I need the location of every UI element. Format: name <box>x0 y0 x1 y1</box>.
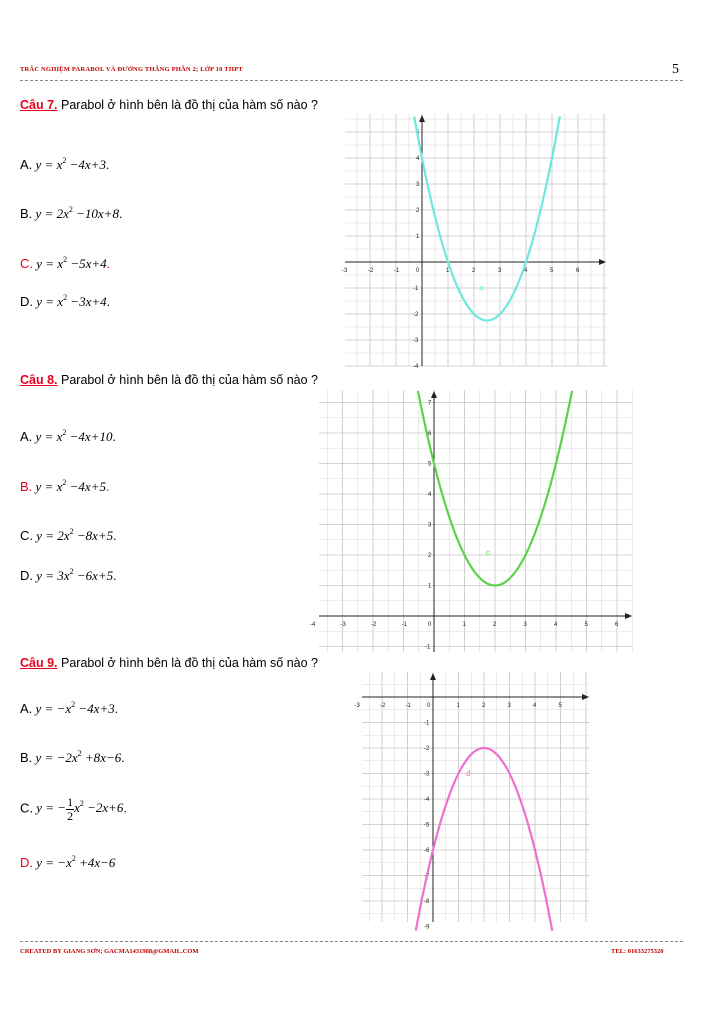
y-axis-arrow <box>419 115 425 122</box>
q9-option-d[interactable]: D. $y = -x^2 +4x-6$ <box>20 854 116 870</box>
x-tick-label: 2 <box>482 703 486 709</box>
y-tick-label: -1 <box>425 644 431 651</box>
y-tick-label: 3 <box>416 182 420 188</box>
y-tick-label: -1 <box>413 286 419 292</box>
q8-option-b[interactable]: B. $y = x^2 -4x+5$. <box>20 478 110 494</box>
y-tick-label: -2 <box>413 312 419 318</box>
page-number: 5 <box>672 62 679 77</box>
x-axis-arrow <box>599 259 606 265</box>
x-tick-label: 0 <box>428 622 432 628</box>
y-tick-label: 2 <box>416 208 420 214</box>
y-tick-label: -8 <box>424 899 430 905</box>
y-tick-label: 5 <box>416 130 420 136</box>
q8-option-d[interactable]: D. $y = 3x^2 -6x+5$. <box>20 567 117 583</box>
x-tick-label: -2 <box>371 622 377 628</box>
x-tick-label: -2 <box>368 268 374 274</box>
x-tick-label: 4 <box>554 622 558 628</box>
x-tick-label: 4 <box>524 268 528 274</box>
q7-option-b[interactable]: B. $y = 2x^2 -10x+8$. <box>20 205 123 221</box>
y-tick-label: -5 <box>424 822 430 829</box>
question-9 <box>20 656 318 670</box>
x-tick-label: 3 <box>498 268 502 274</box>
q9-option-c[interactable]: C. y = − $\frac{1}{2}$ $x^2 -2x+6$. <box>20 795 127 823</box>
x-tick-label: 2 <box>493 622 497 628</box>
question-number: Câu 9. <box>20 656 58 670</box>
footer-author: CREATED BY GIANG SƠN; GACMA1431988@GMAIL.COM <box>20 948 199 955</box>
graph-svg <box>310 390 633 652</box>
q7-option-c[interactable]: C. $y = x^2 -5x+4$. <box>20 255 110 271</box>
y-tick-label: 3 <box>428 522 432 529</box>
curve-label: d <box>466 769 471 779</box>
header-title: TRẮC NGHIỆM PARABOL VÀ ĐƯỜNG THẲNG PHẦN 2; LỚP 10 THPT <box>20 66 243 73</box>
q8-option-c[interactable]: C. $y = 2x^2 -8x+5$. <box>20 527 117 543</box>
curve-label: a <box>479 283 484 293</box>
x-axis-arrow <box>582 694 589 700</box>
x-tick-label: -1 <box>405 703 411 709</box>
y-tick-label: -9 <box>424 924 430 931</box>
x-tick-label: -3 <box>342 268 348 274</box>
q7-option-a[interactable]: A. $y = x^2 -4x+3$. <box>20 156 110 172</box>
graph-svg <box>354 672 590 931</box>
y-tick-label: -4 <box>413 364 419 370</box>
question-text: Parabol ở hình bên là đồ thị của hàm số nào ? <box>61 98 318 112</box>
footer-rule <box>20 941 683 942</box>
q8-option-a[interactable]: A. $y = x^2 -4x+10$. <box>20 428 116 444</box>
curve-label: c <box>485 548 490 557</box>
x-tick-label: 4 <box>533 703 537 709</box>
x-tick-label: 5 <box>558 703 562 709</box>
x-tick-label: -4 <box>310 622 316 628</box>
y-tick-label: 5 <box>428 461 432 468</box>
x-tick-label: 0 <box>416 268 420 274</box>
x-tick-label: 5 <box>550 268 554 274</box>
x-tick-label: 0 <box>427 703 431 709</box>
x-tick-label: 1 <box>462 622 466 628</box>
x-tick-label: 1 <box>446 268 450 274</box>
q8-parabol-graph <box>310 390 633 652</box>
q7-option-d[interactable]: D. $y = x^2 -3x+4$. <box>20 293 110 309</box>
q9-parabol-graph <box>354 672 590 931</box>
x-tick-label: -3 <box>340 622 346 628</box>
y-tick-label: 1 <box>428 583 432 590</box>
y-axis-arrow <box>431 391 437 398</box>
header-rule <box>20 80 683 81</box>
x-tick-label: -2 <box>380 703 386 709</box>
y-tick-label: 1 <box>416 234 420 240</box>
x-tick-label: 3 <box>507 703 511 709</box>
y-tick-label: -6 <box>424 848 430 854</box>
x-tick-label: 2 <box>472 268 476 274</box>
question-8 <box>20 373 318 387</box>
y-tick-label: -3 <box>424 771 430 778</box>
question-number: Câu 7. <box>20 98 58 112</box>
y-tick-label: -1 <box>424 720 430 727</box>
q9-option-b[interactable]: B. $y = -2x^2 +8x-6$. <box>20 749 125 765</box>
graph-svg <box>342 114 607 370</box>
question-7 <box>20 98 318 112</box>
question-text: Parabol ở hình bên là đồ thị của hàm số nào ? <box>61 656 318 670</box>
fraction: $\frac{1}{2}$ <box>67 795 74 823</box>
x-tick-label: 3 <box>523 622 527 628</box>
question-text: Parabol ở hình bên là đồ thị của hàm số nào ? <box>61 373 318 387</box>
y-tick-label: 4 <box>416 156 420 162</box>
x-tick-label: 5 <box>584 622 588 628</box>
x-tick-label: 6 <box>615 622 619 628</box>
y-tick-label: -2 <box>424 746 430 752</box>
x-axis-arrow <box>625 613 632 619</box>
q7-parabol-graph <box>342 114 607 370</box>
y-tick-label: -4 <box>424 797 430 803</box>
x-tick-label: 1 <box>456 703 460 709</box>
y-tick-label: -7 <box>424 873 430 880</box>
footer-phone: TEL: 01633275320 <box>611 948 664 955</box>
x-tick-label: -1 <box>394 268 400 274</box>
y-tick-label: 4 <box>428 492 432 498</box>
y-tick-label: 6 <box>428 431 432 437</box>
y-tick-label: 7 <box>428 400 432 407</box>
x-tick-label: -1 <box>401 622 407 628</box>
question-number: Câu 8. <box>20 373 58 387</box>
y-tick-label: -3 <box>413 338 419 344</box>
x-tick-label: 6 <box>576 268 580 274</box>
q9-option-a[interactable]: A. $y = -x^2 -4x+3$. <box>20 700 118 716</box>
x-tick-label: -3 <box>354 703 360 709</box>
y-tick-label: 2 <box>428 553 432 559</box>
y-axis-arrow <box>430 673 436 680</box>
